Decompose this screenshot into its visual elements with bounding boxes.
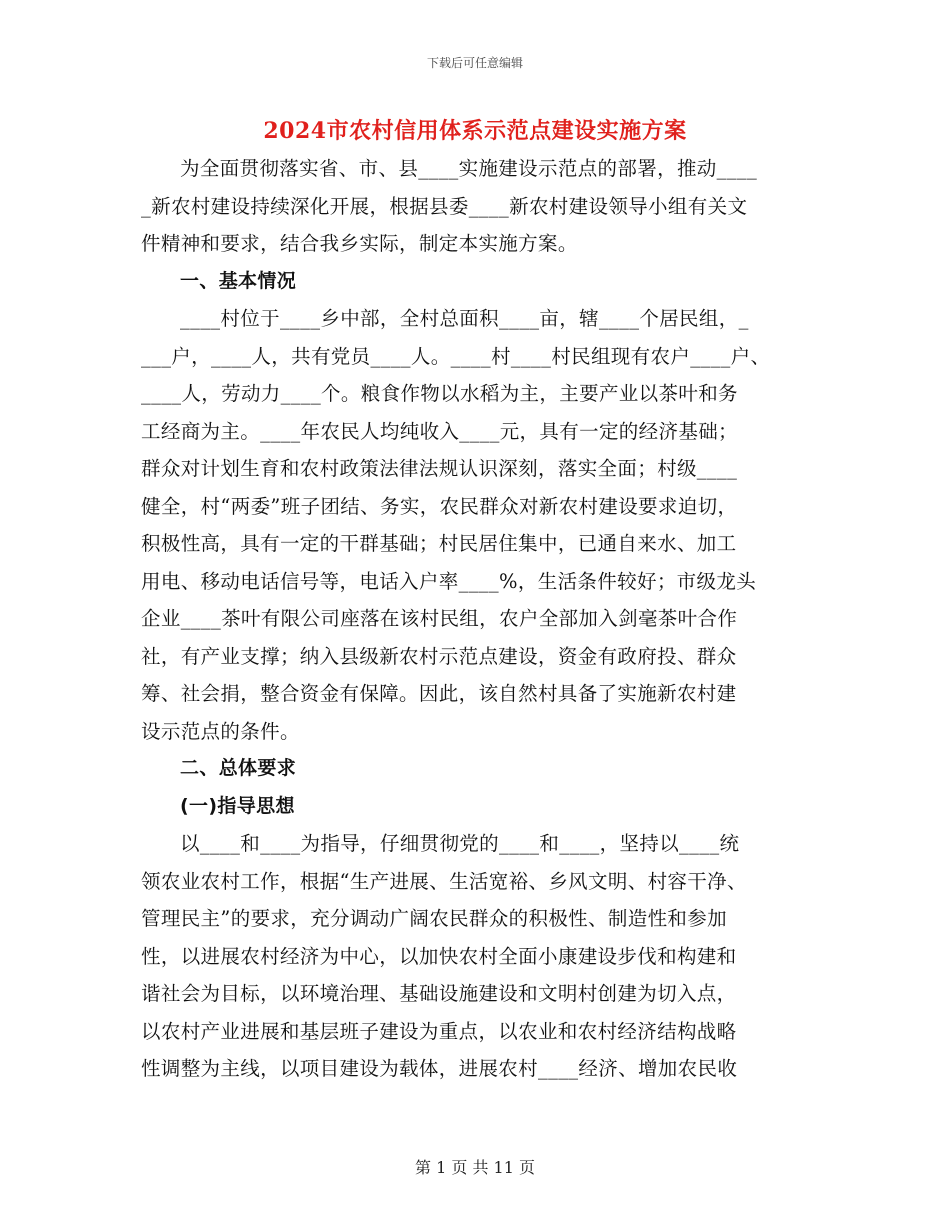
header-note: 下载后可任意编辑 <box>426 56 523 70</box>
section-heading: 一、基本情况 <box>180 269 297 292</box>
paragraph-line: 为全面贯彻落实省、市、县____实施建设示范点的部署，推动____ <box>180 157 758 180</box>
paragraph-line: 以____和____为指导，仔细贯彻党的____和____，坚持以____统 <box>180 832 740 855</box>
paragraph-line: 社，有产业支撑；纳入县级新农村示范点建设，资金有政府投、群众 <box>141 644 737 668</box>
paragraph-line: ____人，劳动力____个。粮食作物以水稻为主，主要产业以茶叶和务 <box>141 382 738 405</box>
section-heading: 二、总体要求 <box>180 757 297 779</box>
paragraph-line: 筹、社会捐，整合资金有保障。因此，该自然村具备了实施新农村建 <box>141 682 737 705</box>
paragraph-line: 以农村产业进展和基层班子建设为重点，以农业和农村经济结构战略 <box>141 1019 737 1043</box>
paragraph-line: 积极性高，具有一定的干群基础；村民居住集中，已通自来水、加工 <box>141 532 737 555</box>
document-body <box>141 150 817 1088</box>
paragraph-line: _新农村建设持续深化开展，根据县委____新农村建设领导小组有关文 <box>141 194 748 218</box>
paragraph-line: 企业____茶叶有限公司座落在该村民组，农户全部加入剑毫茶叶合作 <box>141 607 738 630</box>
paragraph-line: 用电、移动电话信号等，电话入户率____%，生活条件较好；市级龙头 <box>141 569 757 593</box>
paragraph-line: 领农业农村工作，根据“生产进展、生活宽裕、乡风文明、村容干净、 <box>141 869 747 893</box>
paragraph-line: 性调整为主线，以项目建设为载体，进展农村____经济、增加农民收 <box>141 1057 738 1080</box>
document-title: 2024市农村信用体系示范点建设实施方案 <box>263 118 687 144</box>
paragraph-line: 谐社会为目标，以环境治理、基础设施建设和文明村创建为切入点， <box>141 982 737 1005</box>
paragraph-line: 群众对计划生育和农村政策法律法规认识深刻，落实全面；村级____ <box>141 457 738 480</box>
paragraph-line: 设示范点的条件。 <box>141 719 300 743</box>
paragraph-line: 工经商为主。____年农民人均纯收入____元，具有一定的经济基础； <box>141 419 738 443</box>
paragraph-line: ___户，____人，共有党员____人。____村____村民组现有农户____户、 <box>141 344 771 368</box>
section-heading: (一)指导思想 <box>180 794 295 817</box>
page-footer: 第 1 页 共 11 页 <box>415 1158 535 1177</box>
paragraph-line: ____村位于____乡中部，全村总面积____亩，辖____个居民组，_ <box>180 307 749 330</box>
paragraph-line: 管理民主”的要求，充分调动广阔农民群众的积极性、制造性和参加 <box>141 907 727 930</box>
paragraph-line: 性，以进展农村经济为中心，以加快农村全面小康建设步伐和构建和 <box>141 944 737 968</box>
paragraph-line: 件精神和要求，结合我乡实际，制定本实施方案。 <box>141 232 578 255</box>
paragraph-line: 健全，村“两委”班子团结、务实，农民群众对新农村建设要求迫切， <box>141 494 738 518</box>
